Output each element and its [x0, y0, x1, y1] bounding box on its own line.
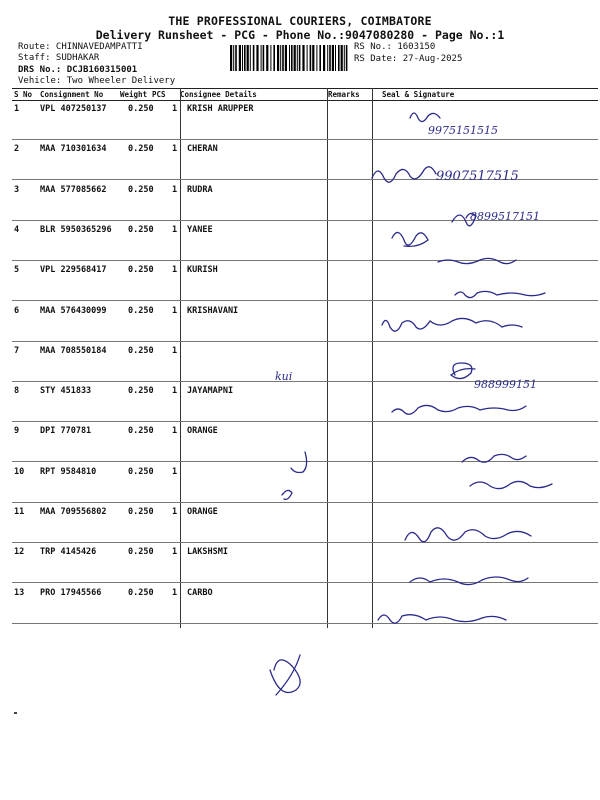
row-consignment: MAA 577085662: [40, 184, 107, 195]
handwriting-row7-mid: kui: [275, 370, 293, 383]
runsheet-subtitle: Delivery Runsheet - PCG - Phone No.:9047080280 - Page No.:1: [95, 28, 505, 42]
row-pcs: 1: [172, 466, 178, 477]
row-consignee: ORANGE: [187, 426, 218, 437]
row-weight: 0.250: [128, 587, 154, 598]
row-weight: 0.250: [128, 305, 154, 316]
handwriting-row7: 988999151: [474, 378, 537, 391]
row-consignee: KURISH: [187, 265, 218, 276]
row-sno: 3: [14, 184, 20, 195]
col-pcs: PCS: [152, 90, 166, 99]
row-consignee: CARBO: [187, 587, 213, 598]
row-consignment: VPL 229568417: [40, 265, 107, 276]
row-pcs: 1: [172, 104, 178, 114]
signature-row2: [372, 167, 436, 182]
row-consignment: DPI 770781: [40, 426, 92, 437]
row-sno: 1: [14, 104, 20, 114]
col-consignee: Consignee Details: [180, 90, 257, 99]
initial-row10b: [282, 490, 292, 499]
row-sno: 11: [14, 507, 25, 517]
signature-row1: [410, 113, 440, 122]
signature-row11: [405, 528, 531, 542]
row-weight: 0.250: [128, 466, 154, 477]
row-weight: 0.250: [128, 426, 154, 437]
row-weight: 0.250: [128, 547, 154, 558]
row-pcs: 1: [172, 184, 178, 195]
signature-row10b: [470, 481, 552, 488]
signature-row8: [392, 405, 526, 414]
row-consignment: MAA 576430099: [40, 305, 107, 316]
row-pcs: 1: [172, 386, 178, 397]
route-label: Route: CHINNAVEDAMPATTI: [18, 42, 143, 52]
row-consignment: STY 451833: [40, 386, 92, 397]
row-consignee: KRISH ARUPPER: [187, 104, 254, 114]
row-weight: 0.250: [128, 104, 154, 114]
handwriting-row2: 9907517515: [436, 169, 519, 184]
staff-label: Staff: SUDHAKAR: [18, 53, 100, 63]
col-sno: S No: [14, 90, 33, 99]
signature-row13: [378, 615, 506, 624]
row-consignee: JAYAMAPNI: [187, 386, 234, 397]
row-sno: 12: [14, 547, 25, 558]
row-consignment: BLR 5950365296: [40, 224, 112, 235]
rs-date: RS Date: 27-Aug-2025: [354, 54, 463, 64]
drs-label: DRS No.: DCJB160315001: [18, 65, 138, 75]
vehicle-label: Vehicle: Two Wheeler Delivery: [18, 76, 176, 86]
signature-row4b: [438, 258, 516, 263]
row-sno: 9: [14, 426, 20, 437]
col-weight: Weight: [120, 90, 148, 99]
row-weight: 0.250: [128, 144, 154, 155]
row-pcs: 1: [172, 587, 178, 598]
row-sno: 7: [14, 345, 20, 356]
row-consignee: YANEE: [187, 224, 213, 235]
col-seal: Seal & Signature: [382, 90, 455, 99]
row-weight: 0.250: [128, 386, 154, 397]
row-consignee: ORANGE: [187, 507, 218, 517]
row-consignee: LAKSHSMI: [187, 547, 228, 558]
signature-row6: [382, 318, 522, 331]
row-sno: 10: [14, 466, 25, 477]
row-consignment: MAA 709556802: [40, 507, 107, 517]
row-consignment: MAA 710301634: [40, 144, 107, 155]
row-consignment: TRP 4145426: [40, 547, 97, 558]
row-pcs: 1: [172, 224, 178, 235]
handwriting-row1: 9975151515: [428, 124, 498, 137]
rs-number: RS No.: 1603150: [354, 42, 436, 52]
row-consignment: PRO 17945566: [40, 587, 102, 598]
row-pcs: 1: [172, 426, 178, 437]
initial-row10: [291, 452, 307, 473]
row-consignee: RUDRA: [187, 184, 213, 195]
row-pcs: 1: [172, 265, 178, 276]
handwriting-row3: 8899517151: [470, 210, 540, 223]
row-sno: 13: [14, 587, 25, 598]
row-consignment: RPT 9584810: [40, 466, 97, 477]
row-weight: 0.250: [128, 224, 154, 235]
row-pcs: 1: [172, 547, 178, 558]
row-pcs: 1: [172, 144, 178, 155]
row-sno: 6: [14, 305, 20, 316]
row-weight: 0.250: [128, 265, 154, 276]
row-weight: 0.250: [128, 345, 154, 356]
company-title: THE PROFESSIONAL COURIERS, COIMBATORE: [168, 14, 432, 28]
row-consignment: VPL 407250137: [40, 104, 107, 114]
signature-row12: [410, 577, 528, 585]
row-pcs: 1: [172, 507, 178, 517]
row-weight: 0.250: [128, 184, 154, 195]
col-consignment: Consignment No: [40, 90, 104, 99]
row-weight: 0.250: [128, 507, 154, 517]
row-consignee: CHERAN: [187, 144, 218, 155]
row-consignee: KRISHAVANI: [187, 305, 239, 316]
signature-row4: [392, 232, 428, 246]
row-sno: 5: [14, 265, 20, 276]
signature-row7: [451, 363, 475, 379]
row-sno: 4: [14, 224, 20, 235]
row-sno: 8: [14, 386, 20, 397]
row-pcs: 1: [172, 305, 178, 316]
signature-row5: [455, 291, 545, 297]
row-pcs: 1: [172, 345, 178, 356]
row-consignment: MAA 708550184: [40, 345, 107, 356]
row-sno: 2: [14, 144, 20, 155]
final-signature: [270, 655, 300, 695]
margin-mark: [14, 712, 17, 714]
signature-row10: [462, 454, 526, 462]
col-remarks: Remarks: [328, 90, 360, 99]
